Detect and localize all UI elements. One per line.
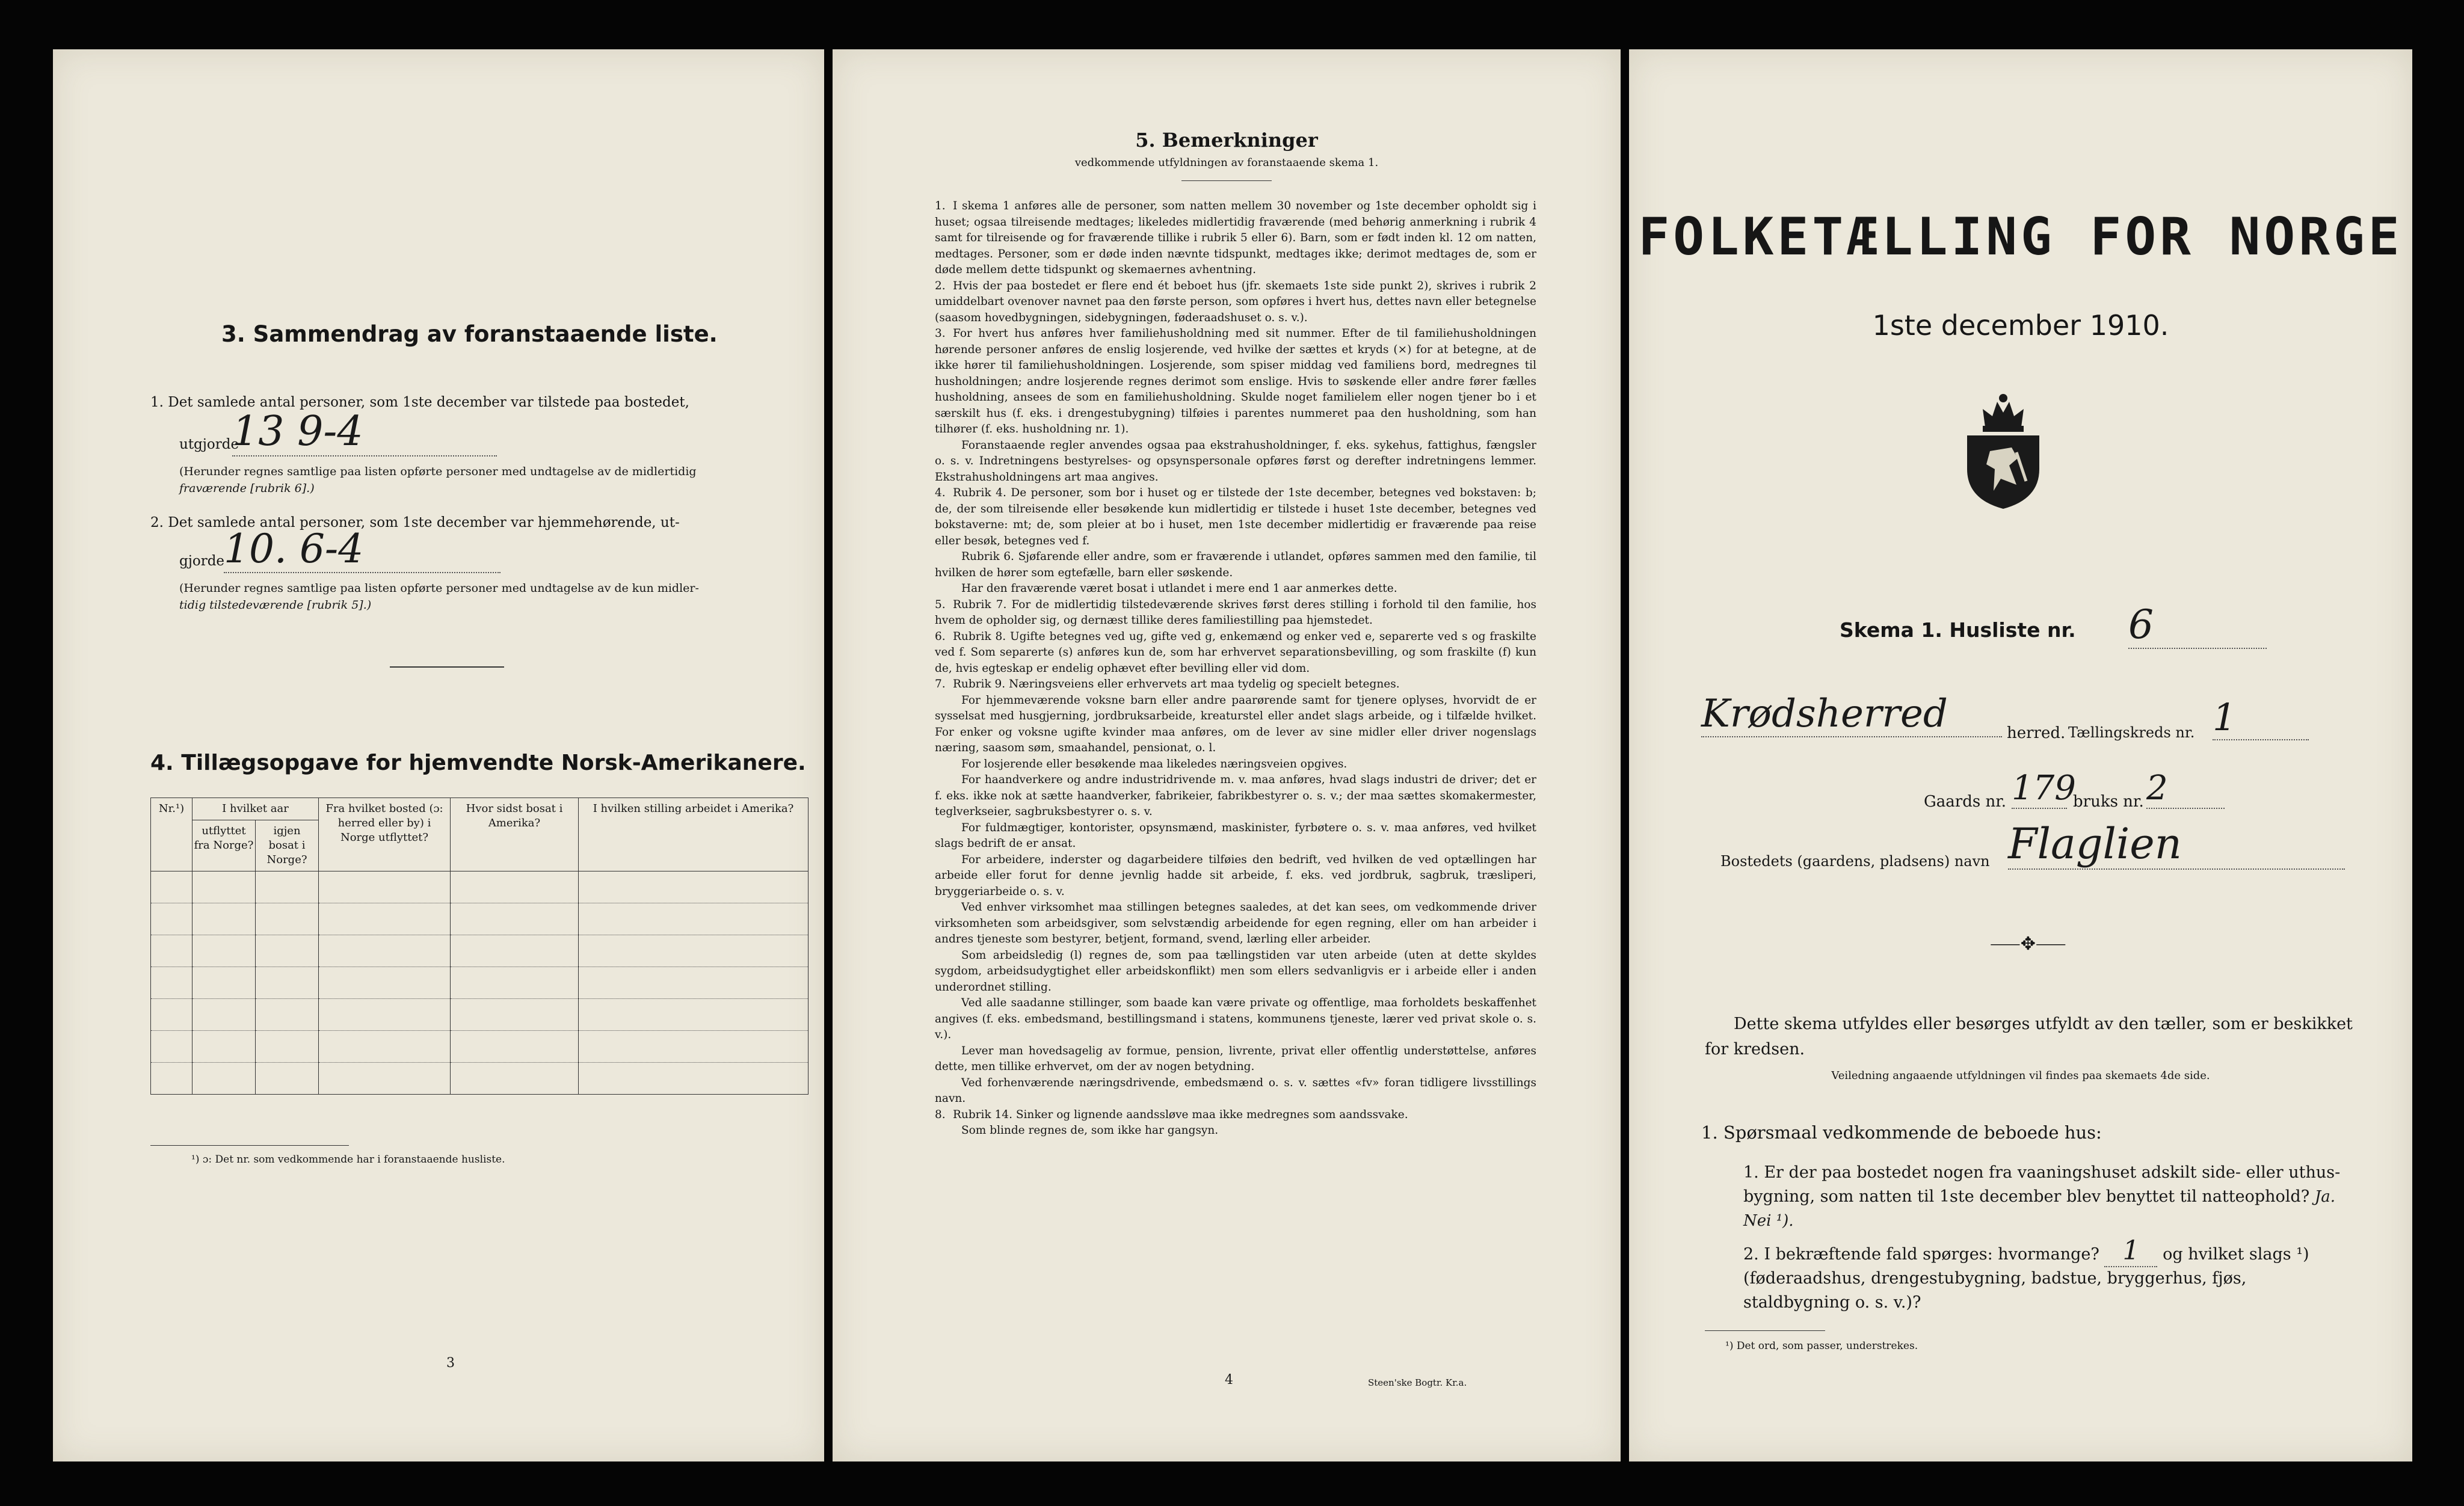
remark-number: 1. — [935, 200, 946, 212]
remark-item — [935, 1123, 1536, 1139]
remark-text: Som blinde regnes de, som ikke har gangsyn. — [961, 1124, 1219, 1137]
table-row — [151, 1031, 808, 1063]
question-1 — [1743, 1161, 2351, 1233]
table-row — [151, 935, 808, 967]
question-2-text-a: 2. I bekræftende fald spørges: hvormange? — [1743, 1245, 2099, 1264]
divider — [390, 666, 504, 668]
right-footnote: ¹) Det ord, som passer, understrekes. — [1725, 1340, 1918, 1352]
remark-text: Ved enhver virksomhet maa stillingen betegnes saaledes, at det kan sees, om vedkommende driver virksomheten som arbeidsgiver, som selvstændig arbeidende for egen regning, eller om han arbeider i andres tjeneste som bestyrer, betjent, formand, svend, lærling eller arbeider. — [935, 901, 1536, 945]
footnote-rule — [150, 1145, 349, 1146]
remark-item — [935, 485, 1536, 549]
remark-number: 3. — [935, 327, 946, 340]
coat-of-arms-icon — [1959, 385, 2048, 511]
section4-footnote: ¹) ɔ: Det nr. som vedkommende har i foranstaaende husliste. — [191, 1154, 505, 1166]
remarks-heading: 5. Bemerkninger — [1135, 129, 1318, 152]
gaards-value: 179 — [2012, 769, 2076, 808]
husliste-nr-value: 6 — [2128, 601, 2267, 649]
instruction-text: Dette skema utfyldes eller besørges utfyldt av den tæller, som er beskikket for kredsen. — [1705, 1015, 2353, 1059]
section3-q1-note-2: fraværende [rubrik 6].) — [179, 482, 315, 495]
kreds-value: 1 — [2213, 695, 2309, 740]
question-heading: 1. Spørsmaal vedkommende de beboede hus: — [1701, 1122, 2102, 1143]
section3-q1-value: 13 9-4 — [232, 408, 497, 456]
remark-text: For hvert hus anføres hver familiehusholdning med sit nummer. Efter de til familiehusholdningen hørende personer anføres de enslig losjerende, ved hvilke der sættes et kryds (×) for at betegne, at de ikke hører til familiehusholdningen. Losjerende, som spiser middag ved familiens bord, medregnes til husholdningen; andre losjerende regnes derimot som enslige. Hvis to søskende eller andre fører fælles husholdning, ansees de som en familiehusholdning. Skulde noget familielem eller nogen tjener bo i et særskilt hus (f. eks. i drengestubygning) tilføies i parentes nummeret paa den husholdning, som han tilhører (f. eks. husholdning nr. 1). — [935, 327, 1536, 435]
remark-number: 5. — [935, 598, 946, 611]
col-igjen-bosat: igjen bosat i Norge? — [256, 820, 319, 871]
col-nr: Nr.¹) — [151, 798, 192, 871]
section3-q2-note-1: (Herunder regnes samtlige paa listen opførte personer med undtagelse av de kun midler- — [179, 582, 699, 595]
ornament-icon: ⸺✥⸺ — [1990, 933, 2066, 954]
bosted-value: Flaglien — [2008, 819, 2345, 870]
section3-q1-note-1: (Herunder regnes samtlige paa listen opførte personer med undtagelse av de midlertidig — [179, 465, 697, 478]
remark-item — [935, 995, 1536, 1043]
section4-heading: 4. Tillægsopgave for hjemvendte Norsk-Amerikanere. — [150, 751, 806, 775]
col-fra-hvilket-bosted: Fra hvilket bosted (ɔ: herred eller by) i Norge utflyttet? — [319, 798, 451, 871]
bruks-label: bruks nr. — [2073, 793, 2144, 811]
remark-item — [935, 1043, 1536, 1075]
page-number: 3 — [446, 1356, 455, 1371]
section3-q2-note-2: tidig tilstedeværende [rubrik 5].) — [179, 598, 372, 612]
instruction-note: Veiledning angaaende utfyldningen vil findes paa skemaets 4de side. — [1831, 1069, 2210, 1082]
census-title: FOLKETÆLLING FOR NORGE — [1638, 207, 2403, 267]
remark-item — [935, 629, 1536, 677]
remark-text: Ved forhenværende næringsdrivende, embedsmænd o. s. v. sættes «fv» foran tidligere livsstillings navn. — [935, 1076, 1536, 1105]
question-1-answer: Ja. Nei ¹). — [1743, 1188, 2335, 1230]
remark-text: Hvis der paa bostedet er flere end ét beboet hus (jfr. skemaets 1ste side punkt 2), skrives i rubrik 2 umiddelbart ovenover navnet paa den første person, som opføres i hvert hus, dettes navn eller betegnelse (saasom hovedbygningen, sidebygningen, føderaadshuset o. s. v.). — [935, 279, 1536, 324]
remark-text: Som arbeidsledig (l) regnes de, som paa tællingstiden var uten arbeide (uten at dette skyldes sygdom, arbeidsudygtighet eller arbeidskonflikt) men som ellers sedvanligvis er i arbeide eller i anden underordnet stilling. — [935, 948, 1536, 994]
right-page — [1629, 49, 2412, 1461]
remark-number: 2. — [935, 279, 946, 292]
remark-text: Rubrik 14. Sinker og lignende aandssløve maa ikke medregnes som aandssvake. — [953, 1108, 1408, 1121]
remark-text: For haandverkere og andre industridrivende m. v. maa anføres, hvad slags industri de driver; det er f. eks. ikke nok at sætte haandverker, fabrikeier, fabrikbestyrer o. s. v.; der maa sættes skomakermester, teglverkseier, sagbruksbestyrer o. s. v. — [935, 773, 1536, 818]
kreds-label: Tællingskreds nr. — [2068, 724, 2195, 741]
remark-text: I skema 1 anføres alle de personer, som natten mellem 30 november og 1ste december opholdt sig i huset; ogsaa tilreisende medtages; likeledes midlertidig fraværende (med behørig anmerkning i rubrik 4 samt for tilreisende og for fraværende tillike i rubrik 5 eller 6). Barn, som er født inden kl. 12 om natten, medtages. Personer, som er døde inden nævnte tidspunkt, medtages ikke; derimot medtages de, som er døde mellem dette tidspunkt og skemaernes avhentning. — [935, 200, 1536, 276]
remarks-subheading: vedkommende utfyldningen av foranstaaende skema 1. — [1074, 156, 1379, 169]
remark-text: Lever man hovedsagelig av formue, pension, livrente, privat eller offentlig understøttelse, anføres dette, men tillike erhvervet, om der av nogen betydning. — [935, 1044, 1536, 1073]
col-hvor-sidst-bosat: Hvor sidst bosat i Amerika? — [451, 798, 579, 871]
remark-item — [935, 852, 1536, 900]
remark-item — [935, 757, 1536, 773]
herred-value: Krødsherred — [1701, 692, 2002, 737]
remark-number: 6. — [935, 630, 946, 643]
page-number: 4 — [1225, 1372, 1233, 1388]
remarks-list — [935, 198, 1536, 1139]
question-2-count: 1 — [2104, 1235, 2157, 1267]
col-stilling: I hvilken stilling arbeidet i Amerika? — [579, 798, 808, 871]
remark-item — [935, 581, 1536, 597]
remark-text: For arbeidere, inderster og dagarbeidere tilføies den bedrift, ved hvilken de ved optællingen har arbeide eller forut for denne jevnlig hadde sit arbeide, f. eks. ved jordbruk, sagbruk, træsliperi, bryggeriarbeide o. s. v. — [935, 853, 1536, 898]
question-2 — [1743, 1235, 2351, 1315]
census-date: 1ste december 1910. — [1872, 309, 2169, 342]
section3-q2-text: 2. Det samlede antal personer, som 1ste december var hjemmehørende, ut- — [150, 515, 680, 530]
remark-text: For hjemmeværende voksne barn eller andre paarørende samt for tjenere oplyses, hvorvidt de er sysselsat med husgjerning, jordbruksarbeide, kreaturstel eller andet slags arbeide, og i tilfælde hvilket. For enker og voksne ugifte kvinder maa anføres, om de lever av sine midler eller driver nogenslags næring, saasom søm, smaahandel, pensionat, o. l. — [935, 693, 1536, 754]
printer-credit: Steen'ske Bogtr. Kr.a. — [1368, 1377, 1467, 1388]
bosted-label: Bostedets (gaardens, pladsens) navn — [1720, 853, 1990, 870]
remark-text: Rubrik 9. Næringsveiens eller erhvervets art maa tydelig og specielt betegnes. — [953, 678, 1400, 690]
left-page — [53, 49, 824, 1461]
gaards-label: Gaards nr. — [1924, 793, 2007, 811]
section3-q2-value: 10. 6-4 — [224, 526, 500, 573]
remark-number: 7. — [935, 678, 946, 690]
bruks-value: 2 — [2146, 769, 2225, 809]
middle-page — [833, 49, 1621, 1461]
remark-item — [935, 693, 1536, 757]
table-row — [151, 871, 808, 903]
remark-text: Foranstaaende regler anvendes ogsaa paa ekstrahusholdninger, f. eks. sykehus, fattighus, fængsler o. s. v. Indretningens bestyrelses- og opsynspersonale opføres først og derefter indretningens lemmer. Ekstrahusholdningens art maa angives. — [935, 438, 1536, 484]
section3-q2-label: gjorde — [179, 553, 225, 569]
schema-label: Skema 1. Husliste nr. — [1840, 618, 2076, 642]
col-utflyttet: utflyttet fra Norge? — [192, 820, 256, 871]
remark-item — [935, 772, 1536, 820]
remark-item — [935, 278, 1536, 327]
remark-text: Rubrik 8. Ugifte betegnes ved ug, gifte ved g, enkemænd og enker ved e, separerte ved s og fraskilte ved f. Som separerte (s) anføres kun de, som har erhvervet separationsbevilling, og som fraskilte (f) kun de, hvis egteskap er endelig ophævet efter bevilling eller vid dom. — [935, 630, 1536, 675]
section3-q1-text: 1. Det samlede antal personer, som 1ste december var tilstede paa bostedet, — [150, 395, 689, 410]
herred-label: herred. — [2007, 724, 2066, 742]
remark-item — [935, 198, 1536, 278]
remark-item — [935, 948, 1536, 996]
remark-item — [935, 677, 1536, 693]
norsk-amerikanere-table — [150, 798, 808, 1095]
divider — [1181, 180, 1272, 181]
question-2-text-b: og hvilket slags ¹) (føderaadshus, drengestubygning, badstue, bryggerhus, fjøs, staldbygning o. s. v.)? — [1743, 1245, 2309, 1312]
remark-item — [935, 438, 1536, 486]
section3-q1-label: utgjorde — [179, 437, 239, 452]
question-1-text: 1. Er der paa bostedet nogen fra vaaningshuset adskilt side- eller uthus-bygning, som natten til 1ste december blev benyttet til natteophold? — [1743, 1163, 2341, 1206]
table-row — [151, 903, 808, 935]
remark-item — [935, 1107, 1536, 1123]
remark-item — [935, 597, 1536, 629]
remark-text: Rubrik 6. Sjøfarende eller andre, som er fraværende i utlandet, opføres sammen med den familie, til hvilken de hører som egtefælle, barn eller søskende. — [935, 550, 1536, 579]
footnote-rule — [1705, 1330, 1825, 1331]
table-row — [151, 999, 808, 1031]
table-row — [151, 1063, 808, 1095]
remark-text: For losjerende eller besøkende maa likeledes næringsveien opgives. — [961, 757, 1348, 770]
table-row — [151, 967, 808, 999]
remark-item — [935, 326, 1536, 438]
col-i-hvilket-aar: I hvilket aar — [192, 798, 319, 820]
remark-text: Rubrik 7. For de midlertidig tilstedeværende skrives først deres stilling i forhold til den familie, hos hvem de opholder sig, og dernæst tillike deres familiestilling paa hjemstedet. — [935, 598, 1536, 627]
remark-text: Har den fraværende været bosat i utlandet i mere end 1 aar anmerkes dette. — [961, 582, 1397, 595]
remark-text: Rubrik 4. De personer, som bor i huset og er tilstede der 1ste december, betegnes ved bokstaven: b; de, der som tilreisende eller besøkende kun midlertidig er tilstede i huset 1ste december, betegnes ved bokstaverne: mt; de, som pleier at bo i huset, men 1ste december midlertidig er fraværende paa reise eller besøk, betegnes ved f. — [935, 487, 1536, 547]
remark-item — [935, 1075, 1536, 1107]
remark-item — [935, 900, 1536, 948]
remark-text: For fuldmægtiger, kontorister, opsynsmænd, maskinister, fyrbøtere o. s. v. maa anføres, ved hvilket slags bedrift de er ansat. — [935, 821, 1536, 850]
remark-item — [935, 549, 1536, 581]
remark-number: 4. — [935, 487, 946, 499]
section3-heading: 3. Sammendrag av foranstaaende liste. — [221, 321, 718, 347]
remark-text: Ved alle saadanne stillinger, som baade kan være private og offentlige, maa forholdets beskaffenhet angives (f. eks. embedsmand, bestillingsmand i statens, kommunens tjeneste, lærer ved privat skole o. s. v.). — [935, 997, 1536, 1041]
remark-number: 8. — [935, 1108, 946, 1121]
remark-item — [935, 820, 1536, 852]
